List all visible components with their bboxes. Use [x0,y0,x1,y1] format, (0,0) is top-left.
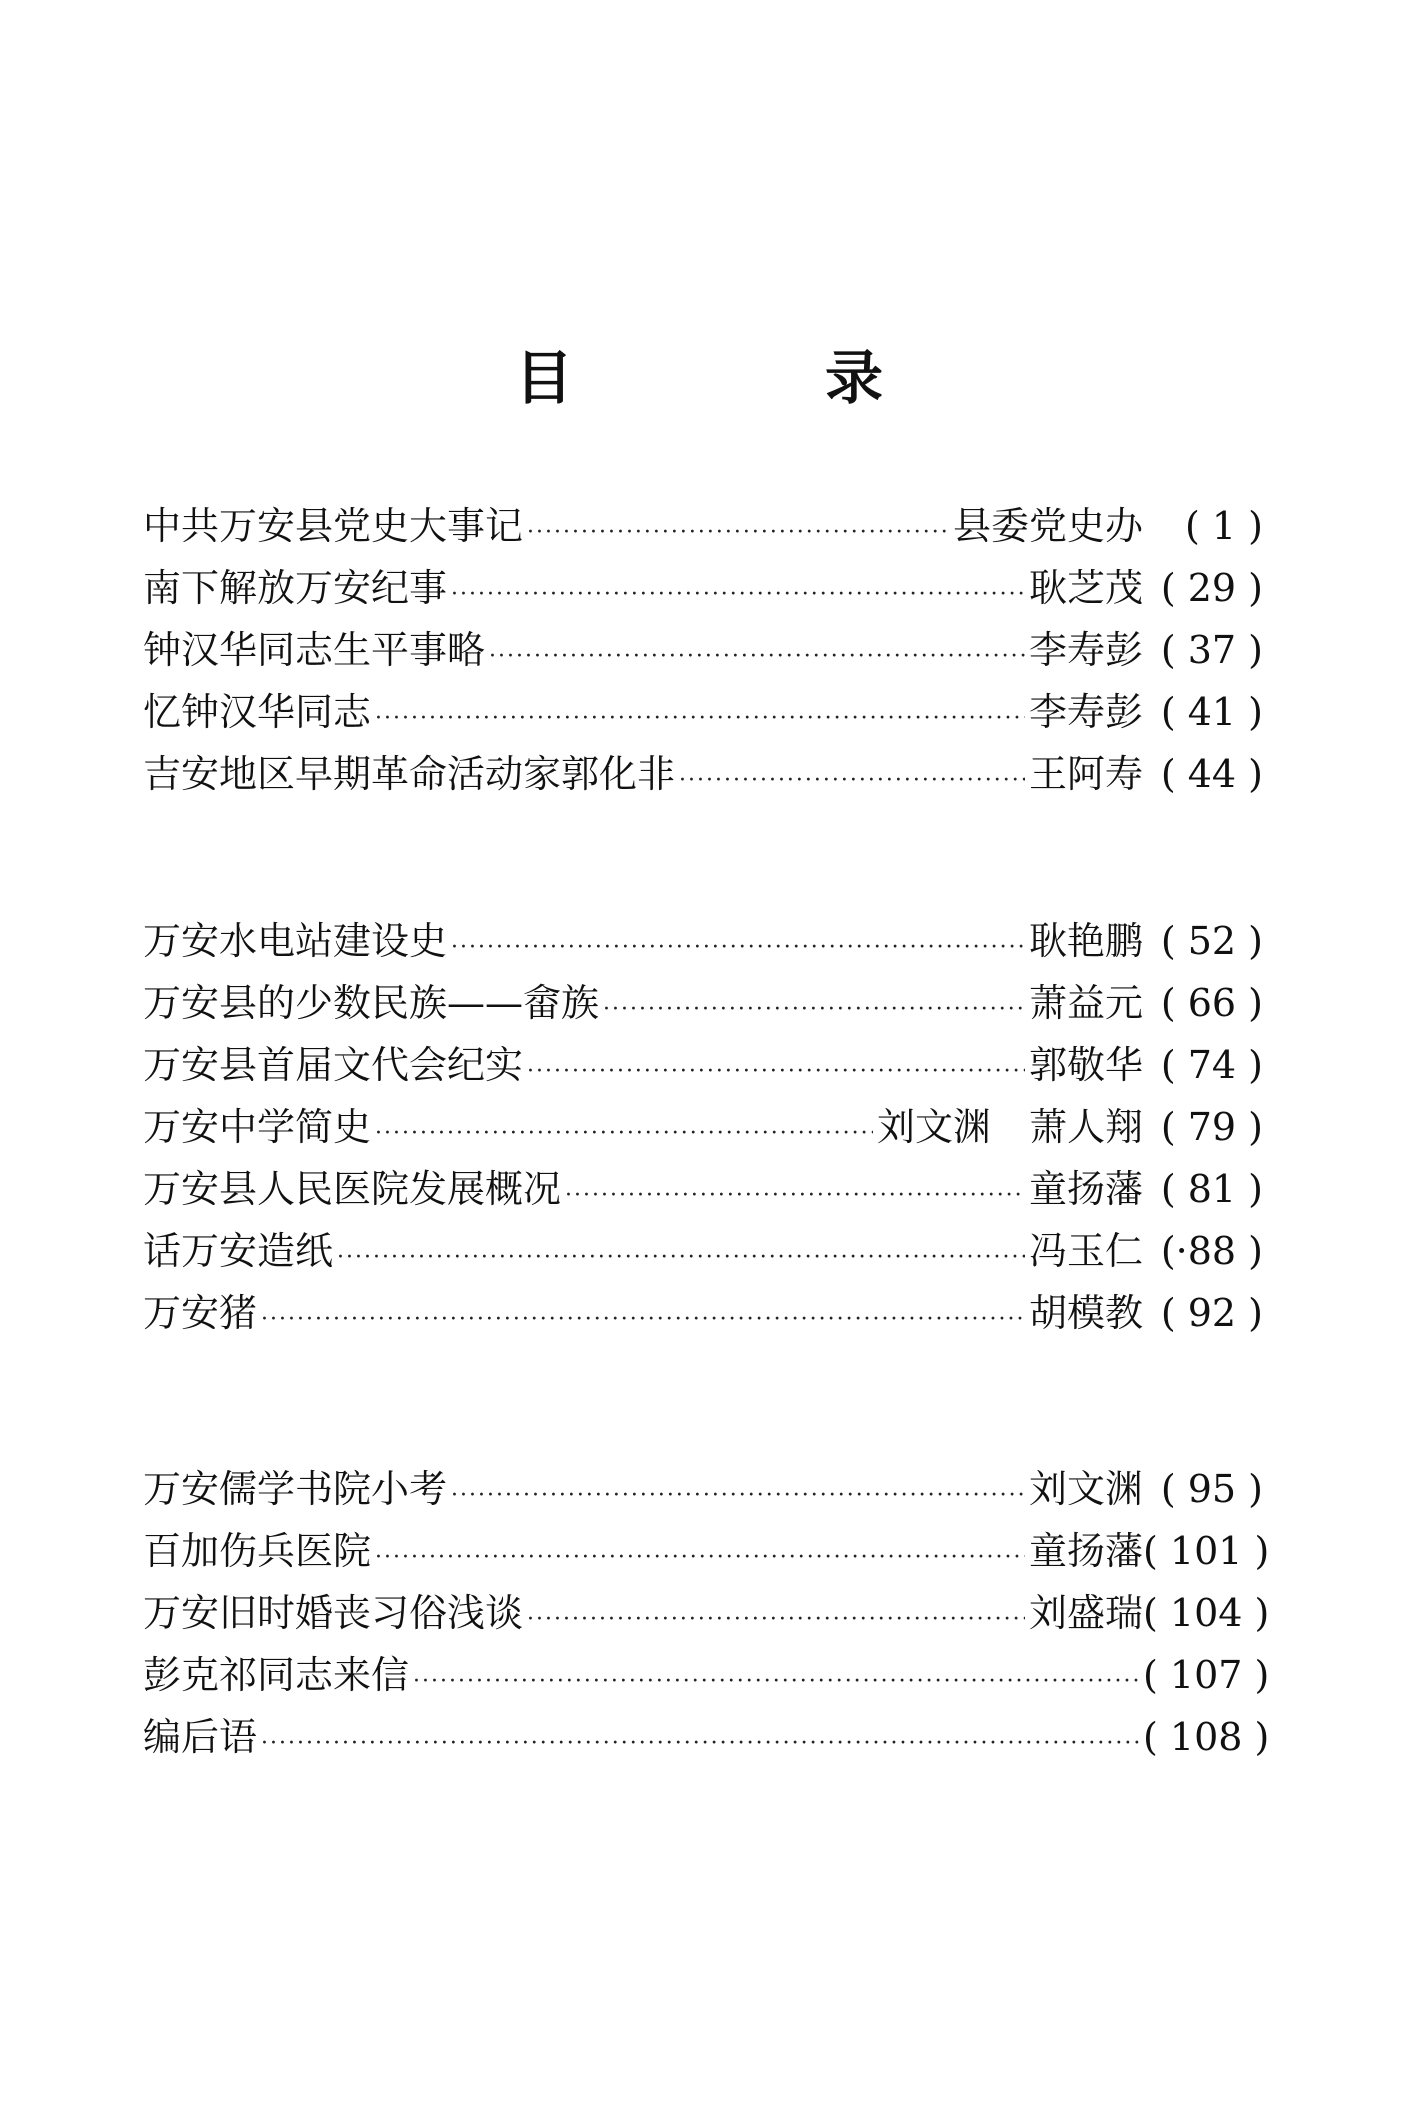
entry-author: 胡模教 [1028,1291,1143,1335]
entry-title: 万安中学简史 [143,1105,372,1149]
title-char-2: 录 [825,344,884,412]
leader-dots [603,979,1025,1041]
leader-dots [337,1227,1025,1289]
leader-dots [261,1289,1025,1351]
toc-entry[interactable] [143,495,1263,557]
entry-title: 编后语 [143,1715,258,1759]
toc-entry[interactable] [143,1520,1270,1582]
toc-entry[interactable] [143,972,1263,1034]
entry-author: 刘文渊 萧人翔 [876,1105,1143,1149]
toc-entry[interactable] [143,1158,1263,1220]
entry-title: 忆钟汉华同志 [143,690,372,734]
toc-entry[interactable] [143,1220,1263,1282]
entry-page: ( 29 ) [1160,566,1263,610]
entry-page: ( 104 ) [1143,1591,1270,1635]
page-title [0,338,1405,418]
entry-title: 话万安造纸 [143,1229,334,1273]
entry-page: ( 41 ) [1160,690,1263,734]
entry-title: 万安水电站建设史 [143,919,448,963]
entry-title: 彭克祁同志来信 [143,1653,410,1697]
entry-title: 万安县的少数民族——畲族 [143,981,600,1025]
leader-dots [527,502,949,564]
entry-title: 百加伤兵医院 [143,1529,372,1573]
entry-page: ( 107 ) [1143,1653,1270,1697]
entry-title: 吉安地区早期革命活动家郭化非 [143,752,676,796]
entry-page: ( 1 ) [1185,504,1263,548]
toc-entry[interactable] [143,619,1263,681]
toc-entry[interactable] [143,1458,1263,1520]
entry-author: 萧益元 [1028,981,1143,1025]
toc-entry[interactable] [143,910,1263,972]
entry-author: 童扬藩 [1028,1167,1143,1211]
toc-entry[interactable] [143,1034,1263,1096]
entry-author: 王阿寿 [1028,752,1143,796]
leader-dots [679,750,1025,812]
entry-title: 万安儒学书院小考 [143,1467,448,1511]
leader-dots [489,626,1025,688]
entry-page: ( 108 ) [1143,1715,1270,1759]
toc-entry[interactable] [143,1096,1263,1158]
entry-page: ( 79 ) [1160,1105,1263,1149]
entry-page: ( 37 ) [1160,628,1263,672]
toc-entry[interactable] [143,1582,1270,1644]
entry-title: 万安县人民医院发展概况 [143,1167,562,1211]
entry-author: 耿艳鹏 [1028,919,1143,963]
entry-title: 钟汉华同志生平事略 [143,628,486,672]
entry-page: ( 66 ) [1160,981,1263,1025]
toc-entry[interactable] [143,557,1263,619]
toc-entry[interactable] [143,1282,1263,1344]
title-char-1: 目 [515,344,574,412]
entry-title: 万安县首届文代会纪实 [143,1043,524,1087]
entry-page: ( 44 ) [1160,752,1263,796]
entry-title: 万安旧时婚丧习俗浅谈 [143,1591,524,1635]
entry-author: 耿芝茂 [1028,566,1143,610]
entry-title: 南下解放万安纪事 [143,566,448,610]
entry-page: ( 92 ) [1160,1291,1263,1335]
entry-author: 刘盛瑞 [1028,1591,1143,1635]
entry-page: ( 81 ) [1160,1167,1263,1211]
entry-author: 童扬藩 [1028,1529,1143,1573]
entry-author: 冯玉仁 [1028,1229,1143,1273]
leader-dots [375,1103,873,1165]
entry-author: 李寿彭 [1028,690,1143,734]
entry-page: ( 101 ) [1143,1529,1270,1573]
toc-group-2 [143,910,1263,1344]
entry-author: 李寿彭 [1028,628,1143,672]
leader-dots [451,1465,1025,1527]
toc-group-3 [143,1458,1270,1768]
toc-entry[interactable] [143,681,1263,743]
leader-dots [451,564,1025,626]
entry-title: 万安猪 [143,1291,258,1335]
toc-entry[interactable] [143,743,1263,805]
leader-dots [261,1713,1139,1775]
entry-title: 中共万安县党史大事记 [143,504,524,548]
toc-group-1 [143,495,1263,805]
leader-dots [527,1589,1025,1651]
leader-dots [413,1651,1139,1713]
entry-page: ( 52 ) [1160,919,1263,963]
leader-dots [451,917,1025,979]
toc-entry[interactable] [143,1644,1270,1706]
entry-page: (·88 ) [1160,1229,1263,1273]
entry-author: 郭敬华 [1028,1043,1143,1087]
leader-dots [565,1165,1025,1227]
leader-dots [375,1527,1025,1589]
toc-entry[interactable] [143,1706,1270,1768]
leader-dots [527,1041,1025,1103]
entry-author: 刘文渊 [1028,1467,1143,1511]
leader-dots [375,688,1025,750]
entry-page: ( 95 ) [1160,1467,1263,1511]
entry-author: 县委党史办 [952,504,1143,548]
entry-page: ( 74 ) [1160,1043,1263,1087]
